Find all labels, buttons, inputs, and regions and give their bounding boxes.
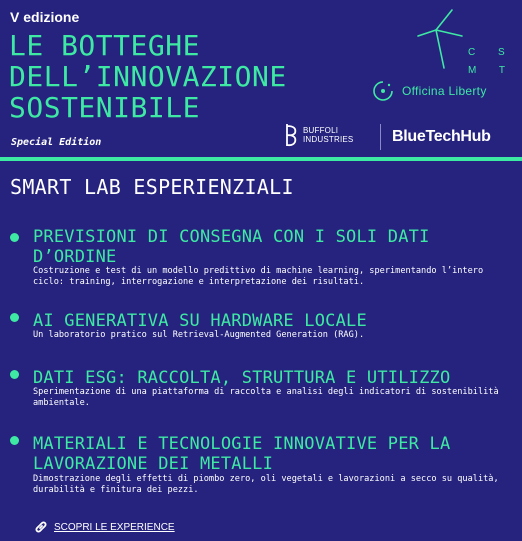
discover-experience-link[interactable] <box>34 520 175 534</box>
bullet-dot <box>10 436 19 445</box>
lab-item-description: Dimostrazione degli effetti di piombo zero, oli vegetali e lavorazioni a secco su qualità, durabilità e finitura dei pezzi. <box>33 474 499 495</box>
discover-experience-label: SCOPRI LE EXPERIENCE <box>54 521 175 533</box>
edition-label: V edizione <box>10 9 80 25</box>
title-line-3: SOSTENIBILE <box>9 91 200 124</box>
lab-item-title: AI GENERATIVA SU HARDWARE LOCALE <box>33 311 367 331</box>
logo-separator <box>380 124 381 150</box>
header-divider <box>0 157 522 161</box>
section-title: SMART LAB ESPERIENZIALI <box>10 175 294 199</box>
lab-item <box>10 368 510 410</box>
buffoli-icon <box>283 122 299 148</box>
event-title <box>9 30 349 123</box>
lab-item-description: Costruzione e test di un modello predittivo di machine learning, sperimentando l’intero ciclo: training, interrogazione e interpretazione dei risultati. <box>33 266 484 287</box>
link-icon <box>34 520 48 534</box>
buffoli-logo <box>283 122 353 148</box>
bullet-dot <box>10 233 19 242</box>
buffoli-line-1: BUFFOLI <box>303 126 339 135</box>
buffoli-line-2: INDUSTRIES <box>303 135 354 144</box>
bullet-dot <box>10 370 19 379</box>
officina-liberty-logo <box>372 80 487 102</box>
bluetechhub-logo: BlueTechHub <box>392 128 491 145</box>
lab-item-title: PREVISIONI DI CONSEGNA CON I SOLI DATI D’ORDINE <box>33 227 430 267</box>
lab-item <box>10 434 510 498</box>
csmt-letters: C S M T <box>468 47 516 76</box>
title-line-2: DELL’INNOVAZIONE <box>9 60 287 93</box>
officina-liberty-icon <box>372 80 394 102</box>
title-line-1: LE BOTTEGHE <box>9 29 200 62</box>
bullet-dot <box>10 313 19 322</box>
lab-item-description: Un laboratorio pratico sul Retrieval-Augmented Generation (RAG). <box>33 330 365 340</box>
lab-item-title: DATI ESG: RACCOLTA, STRUTTURA E UTILIZZO <box>33 368 451 388</box>
lab-item <box>10 311 510 341</box>
lab-item <box>10 227 510 287</box>
special-edition-label: Special Edition <box>11 137 102 148</box>
officina-liberty-text: Officina Liberty <box>402 84 487 98</box>
lab-item-description: Sperimentazione di una piattaforma di raccolta e analisi degli indicatori di sostenibilità ambientale. <box>33 387 499 408</box>
lab-item-title: MATERIALI E TECNOLOGIE INNOVATIVE PER LA LAVORAZIONE DEI METALLI <box>33 434 451 474</box>
